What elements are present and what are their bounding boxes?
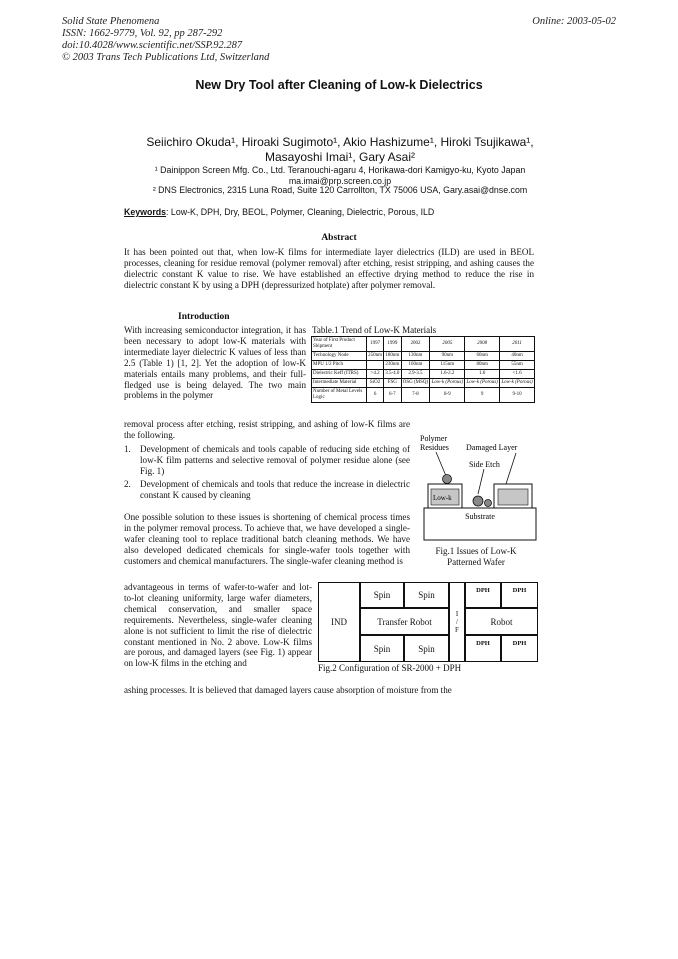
table-cell: 1997 xyxy=(367,337,384,352)
list-number: 2. xyxy=(124,478,131,489)
fig2-dph-box: DPH xyxy=(501,582,538,608)
fig2-if-slash: / xyxy=(456,618,458,626)
table-cell: 2008 xyxy=(465,337,500,352)
affiliation-1 xyxy=(120,165,560,187)
table-1 xyxy=(311,336,535,403)
fig1-right-lowk-block xyxy=(498,489,528,505)
list-text: Development of chemicals and tools capable of reducing side etching of low-K film patterns and selective removal of polymer residue alone (see Fig. 1) xyxy=(140,444,410,476)
fig1-substrate-label: Substrate xyxy=(465,512,495,521)
table-cell: 8-9 xyxy=(430,388,465,403)
table-cell: FSG xyxy=(384,379,401,388)
paper-title: New Dry Tool after Cleaning of Low-k Dielectrics xyxy=(195,78,483,92)
table-cell: 1999 xyxy=(384,337,401,352)
table-row xyxy=(312,370,535,379)
fig2-robot-box: Robot xyxy=(465,608,538,635)
keywords-label: Keywords xyxy=(124,207,167,217)
table-cell: Dielectric Keff (ITRS) xyxy=(312,370,367,379)
copyright-line: © 2003 Trans Tech Publications Ltd, Switzerland xyxy=(62,52,270,63)
abstract-text: It has been pointed out that, when low-K films for intermediate layer dielectrics (ILD) are used in BEOL processes, cleaning for residue removal (polymer removal) after etching, resist stripping, and ashing causes the dielectric constant K value to rise. We have established an effective drying method to reduce the rise in dielectric constant K by using a DPH (depressurized hotplate) after polymer removal. xyxy=(124,247,534,290)
table-cell: 115nm xyxy=(430,361,465,370)
table-cell: 7-8 xyxy=(401,388,430,403)
fig1-side-etch-label: Side Etch xyxy=(469,460,500,469)
journal-name: Solid State Phenomena xyxy=(62,16,160,27)
table-cell: SiO2 xyxy=(367,379,384,388)
author-line-1: Seiichiro Okuda¹, Hiroaki Sugimoto¹, Akio Hashizume¹, Hiroki Tsujikawa¹, xyxy=(146,135,534,149)
author-line-2: Masayoshi Imai¹, Gary Asai² xyxy=(264,150,416,164)
fig2-dph-box: DPH xyxy=(501,635,538,662)
intro-paragraph-2b: advantageous in terms of wafer-to-wafer and lot-to-lot cleaning uniformity, large wafer diameters, chemical conservation, and smaller space requirements. Nevertheless, single-wafer cleaning alone is not sufficient to limit the rise of dielectric constant mentioned in No. 2 above. Low-K films are porous, and damaged layers (see Fig. 1) appear on low-K films in the etching and xyxy=(124,582,312,669)
figure-2-diagram xyxy=(318,582,538,662)
fig2-ind-box: IND xyxy=(318,582,360,662)
fig1-residues-arrow xyxy=(436,452,446,476)
list-item xyxy=(124,479,410,501)
table-row xyxy=(312,352,535,361)
list-number: 1. xyxy=(124,444,131,454)
fig1-damaged-layer-label: Damaged Layer xyxy=(466,443,518,452)
table-cell: 1.6 xyxy=(465,370,500,379)
fig2-spin-box: Spin xyxy=(404,635,449,662)
table-cell: 9 xyxy=(465,388,500,403)
table-cell xyxy=(367,361,384,370)
table-cell: Low-k (Porous) xyxy=(500,379,535,388)
intro-paragraph-1b: removal process after etching, resist stripping, and ashing of low-K films are the following. xyxy=(124,419,410,440)
table-cell: 180nm xyxy=(384,352,401,361)
issn-line: ISSN: 1662-9779, Vol. 92, pp 287-292 xyxy=(62,28,223,39)
fig2-spin-box: Spin xyxy=(360,582,404,608)
fig1-residue-particle xyxy=(473,496,483,506)
fig1-residues-label: Residues xyxy=(420,443,449,452)
author-list xyxy=(120,135,560,165)
table-cell: 230nm xyxy=(384,361,401,370)
intro-paragraph-2a: One possible solution to these issues is shortening of chemical process times in the polymer removal process. To achieve that, we have developed a single-wafer cleaning tool to replace traditional batch cleaning methods. We have also developed dedicated chemicals for single-wafer tools together with customers and chemical manufacturers. The single-wafer cleaning method is xyxy=(124,512,410,566)
table-cell: 250nm xyxy=(367,352,384,361)
table-cell: 55nm xyxy=(500,361,535,370)
abstract-heading: Abstract xyxy=(321,233,357,243)
table-cell: 3.5-4.0 xyxy=(384,370,401,379)
fig2-dph-box: DPH xyxy=(465,635,501,662)
fig2-dph-box: DPH xyxy=(465,582,501,608)
doi-line: doi:10.4028/www.scientific.net/SSP.92.287 xyxy=(62,40,243,51)
table-cell: 9-10 xyxy=(500,388,535,403)
table-cell: 130nm xyxy=(401,352,430,361)
table-cell: >4.2 xyxy=(367,370,384,379)
table-cell: Low-k (Porous) xyxy=(465,379,500,388)
table-cell: 80nm xyxy=(465,361,500,370)
table-1-caption: Table.1 Trend of Low-K Materials xyxy=(312,325,437,335)
figure-2-caption: Fig.2 Configuration of SR-2000 + DPH xyxy=(318,663,462,673)
table-row xyxy=(312,361,535,370)
fig1-residue-particle xyxy=(485,500,492,507)
fig1-caption-line-2: Patterned Wafer xyxy=(447,557,505,567)
intro-paragraph-1a: With increasing semiconductor integration, it has been necessary to adopt low-K materials with intermediate layer dielectric K values of less than 2.5 (Table 1) [1, 2]. Yet the adoption of low-K materials entails many problems, and their full-fledged use is being delayed. The two main problems in the polymer xyxy=(124,325,306,401)
table-cell: Low-k (Porous) xyxy=(430,379,465,388)
table-cell: 2.9-3.5 xyxy=(401,370,430,379)
intro-paragraph-2c: ashing processes. It is believed that damaged layers cause absorption of moisture from the xyxy=(124,685,452,695)
table-cell: OSG (MSQ) xyxy=(401,379,430,388)
table-cell: MPU 1/2 Pitch xyxy=(312,361,367,370)
table-cell: Technology Node xyxy=(312,352,367,361)
journal-header xyxy=(62,16,269,64)
table-row xyxy=(312,337,535,352)
table-cell: 60nm xyxy=(465,352,500,361)
affiliation-1-address: ¹ Dainippon Screen Mfg. Co., Ltd. Teranouchi-agaru 4, Horikawa-dori Kamigyo-ku, Kyoto Japan xyxy=(154,165,526,175)
table-cell: 160nm xyxy=(401,361,430,370)
fig1-residue-particle xyxy=(443,475,452,484)
table-cell: 6 xyxy=(367,388,384,403)
table-row xyxy=(312,379,535,388)
table-cell: <1.6 xyxy=(500,370,535,379)
table-cell: Intermediate Material xyxy=(312,379,367,388)
fig1-lowk-label: Low-k xyxy=(433,494,452,502)
table-cell: 6-7 xyxy=(384,388,401,403)
fig1-side-etch-arrow xyxy=(478,469,484,494)
table-cell: 2005 xyxy=(430,337,465,352)
fig2-if-f: F xyxy=(455,626,459,634)
table-cell: 40nm xyxy=(500,352,535,361)
fig2-transfer-robot-box: Transfer Robot xyxy=(360,608,449,635)
keywords xyxy=(124,207,434,217)
fig2-spin-box: Spin xyxy=(360,635,404,662)
figure-1-caption xyxy=(414,546,538,568)
table-cell: Number of Metal Levels Logic xyxy=(312,388,367,403)
table-cell: 1.6-2.2 xyxy=(430,370,465,379)
introduction-heading: Introduction xyxy=(178,312,230,322)
affiliation-2: ² DNS Electronics, 2315 Luna Road, Suite 120 Carrollton, TX 75006 USA, Gary.asai@dnse.com xyxy=(152,185,528,195)
affiliation-1-email: ma.imai@prp.screen.co.jp xyxy=(288,176,392,186)
online-date: Online: 2003-05-02 xyxy=(532,16,616,27)
fig1-damaged-arrow xyxy=(506,453,516,484)
fig1-caption-line-1: Fig.1 Issues of Low-K xyxy=(435,546,517,556)
fig1-polymer-label: Polymer xyxy=(420,434,448,443)
keywords-text: : Low-K, DPH, Dry, BEOL, Polymer, Cleaning, Dielectric, Porous, ILD xyxy=(166,207,435,217)
table-cell: 2011 xyxy=(500,337,535,352)
problem-list xyxy=(124,444,410,503)
fig2-spin-box: Spin xyxy=(404,582,449,608)
fig2-if-box xyxy=(449,582,465,662)
list-item xyxy=(124,444,410,477)
fig2-if-i: I xyxy=(455,610,459,618)
table-cell: 2002 xyxy=(401,337,430,352)
table-row xyxy=(312,388,535,403)
table-cell: 90nm xyxy=(430,352,465,361)
table-cell: Year of First Product Shipment xyxy=(312,337,367,352)
list-text: Development of chemicals and tools that reduce the increase in dielectric constant K caused by cleaning xyxy=(140,478,410,500)
